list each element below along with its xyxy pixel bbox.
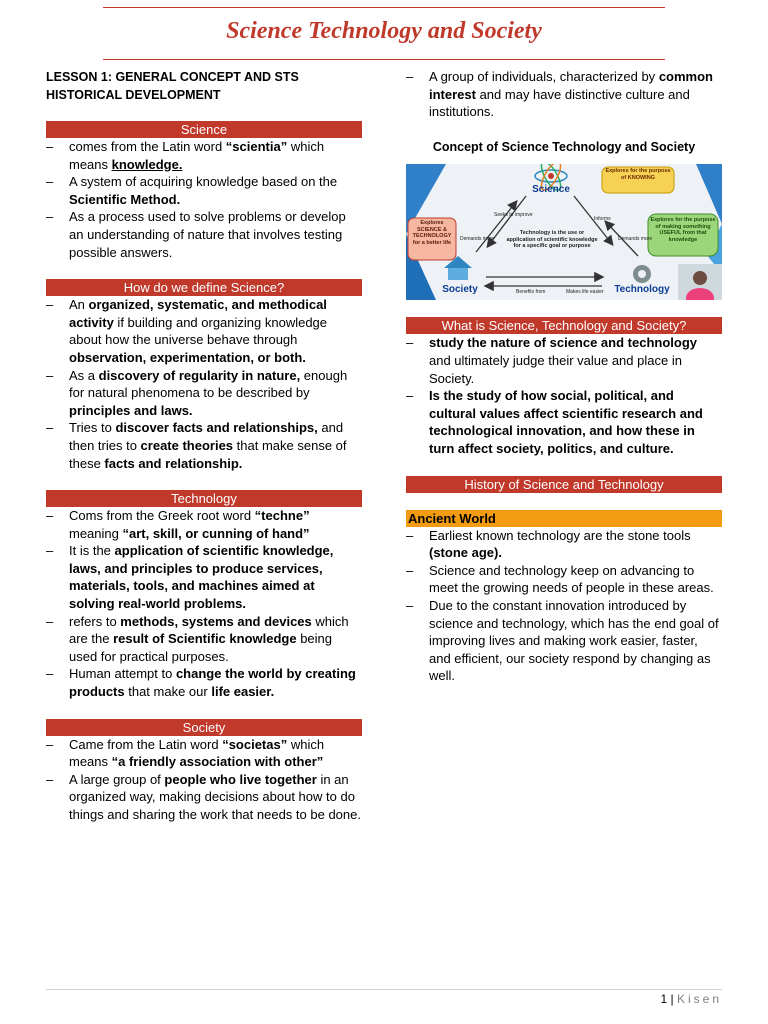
page-footer bbox=[660, 992, 722, 1006]
text: meaning bbox=[69, 525, 123, 541]
text: people who live together bbox=[164, 771, 317, 787]
text: which means bbox=[69, 736, 325, 770]
text: change the world by creating products bbox=[69, 666, 356, 700]
society-section bbox=[46, 719, 362, 824]
list-item bbox=[406, 597, 722, 685]
text: life easier. bbox=[211, 684, 275, 700]
science-header: Science bbox=[46, 121, 362, 138]
knowing-bubble-text-box bbox=[604, 168, 672, 194]
define-section bbox=[46, 279, 362, 472]
list-item bbox=[406, 68, 722, 121]
text: Due to the constant innovation introduced by science and technology, which has the end goal of improving lives and making work easier, faster, and efficient, our society respond by changing as well. bbox=[429, 597, 719, 684]
footer-rule bbox=[46, 989, 722, 990]
top-rule bbox=[103, 7, 665, 8]
better-life-bubble-text: Explores SCIENCE & TECHNOLOGY for a better life bbox=[412, 220, 452, 246]
list-item bbox=[406, 387, 722, 457]
demands-right-label: Demands more bbox=[618, 236, 653, 243]
define-header: How do we define Science? bbox=[46, 279, 362, 296]
technology-header: Technology bbox=[46, 490, 362, 507]
text: Scientific Method. bbox=[69, 191, 181, 207]
text: observation, experimentation, or both. bbox=[69, 349, 306, 365]
text: discovery of regularity in nature, bbox=[98, 367, 301, 383]
concept-title: Concept of Science Technology and Society bbox=[432, 139, 696, 154]
list-item bbox=[46, 208, 362, 261]
define-list bbox=[46, 296, 362, 472]
science-label: Science bbox=[532, 184, 570, 196]
list-item bbox=[46, 138, 362, 173]
text: and ultimately judge their value and place in Society. bbox=[429, 352, 682, 386]
right-column bbox=[406, 68, 722, 685]
history-header: History of Science and Technology bbox=[406, 476, 722, 493]
text: refers to bbox=[69, 613, 121, 629]
informs-label: Informs bbox=[594, 216, 611, 223]
presenter-photo-icon bbox=[678, 264, 722, 300]
list-item bbox=[406, 562, 722, 597]
footer-separator: | bbox=[667, 992, 677, 1006]
diagram-svg bbox=[406, 164, 722, 300]
gear-icon bbox=[633, 265, 651, 283]
text: common interest bbox=[429, 69, 713, 102]
text: Science and technology keep on advancing to meet the growing needs of people in these areas. bbox=[429, 562, 714, 596]
text: result of Scientific knowledge bbox=[113, 631, 297, 647]
technology-section bbox=[46, 490, 362, 701]
text: Human attempt to bbox=[69, 666, 176, 682]
sts-list bbox=[406, 334, 722, 457]
text: principles and laws. bbox=[69, 402, 193, 418]
text: A large group of bbox=[69, 771, 165, 787]
text: An bbox=[69, 297, 89, 313]
text: and then tries to bbox=[69, 420, 344, 453]
demands-left-label: Demands more bbox=[460, 236, 495, 243]
text: application of scientific knowledge, laws, and principles to produce services, materials, tools, and machines aimed at solving real-world problems. bbox=[69, 543, 334, 612]
sts-header: What is Science, Technology and Society? bbox=[406, 317, 722, 334]
text: Is the study of how social, political, and cultural values affect scientific research and technological innovation, and how these in turn affect society, politics, and culture. bbox=[429, 388, 703, 456]
text: facts and relationship. bbox=[104, 455, 243, 471]
society-continued-list bbox=[406, 68, 722, 121]
society-header: Society bbox=[46, 719, 362, 736]
text: knowledge. bbox=[111, 156, 183, 172]
useful-bubble-text: Explores for the purpose of making something USEFUL from that knowledge bbox=[650, 217, 716, 243]
benefits-label: Benefits from bbox=[516, 289, 546, 296]
text: “techne” bbox=[254, 508, 310, 524]
title-rule bbox=[103, 59, 665, 60]
text: in an organized way, making decisions about how to do things and sharing the work that needs to be done. bbox=[69, 771, 361, 822]
text: “societas” bbox=[222, 736, 288, 752]
left-column bbox=[46, 68, 362, 842]
text: create theories bbox=[140, 437, 234, 453]
list-item bbox=[406, 334, 722, 387]
text: A system of acquiring knowledge based on the bbox=[69, 174, 338, 190]
science-section bbox=[46, 121, 362, 261]
text: organized, systematic, and methodical activity bbox=[69, 297, 327, 330]
text: “a friendly association with other” bbox=[111, 754, 324, 770]
text: Came from the Latin word bbox=[69, 736, 223, 752]
text: “art, skill, or cunning of hand” bbox=[122, 525, 310, 541]
list-item bbox=[46, 665, 362, 700]
society-label: Society bbox=[442, 284, 478, 296]
makes-life-label: Makes life easier bbox=[566, 289, 604, 296]
lesson-title: LESSON 1: GENERAL CONCEPT AND STS HISTORICAL DEVELOPMENT bbox=[46, 70, 299, 102]
text: It is the bbox=[69, 543, 115, 559]
list-item bbox=[46, 367, 362, 420]
list-item bbox=[46, 771, 362, 824]
text: that make sense of these bbox=[69, 437, 347, 471]
text: As a bbox=[69, 367, 99, 383]
useful-bubble-text-box bbox=[650, 217, 716, 255]
text: Earliest known technology are the stone tools bbox=[429, 527, 691, 543]
footer-author: Kisen bbox=[676, 992, 722, 1006]
society-list bbox=[46, 736, 362, 824]
text: which means bbox=[69, 139, 325, 172]
text: Tries to bbox=[69, 420, 116, 436]
knowing-bubble-text: Explores for the purpose of KNOWING bbox=[605, 168, 671, 181]
list-item bbox=[46, 507, 362, 542]
text: enough for natural phenomena to be described by bbox=[69, 367, 348, 401]
technology-list bbox=[46, 507, 362, 701]
better-life-bubble-text-box bbox=[409, 220, 455, 260]
center-text: Technology is the use or application of scientific knowledge for a specific goal or purpose bbox=[506, 230, 598, 250]
text: methods, systems and devices bbox=[120, 613, 312, 629]
ancient-world-header: Ancient World bbox=[406, 510, 722, 527]
list-item bbox=[46, 542, 362, 612]
text: study the nature of science and technology bbox=[429, 335, 697, 351]
list-item bbox=[46, 296, 362, 366]
sts-section bbox=[406, 317, 722, 457]
list-item bbox=[46, 419, 362, 472]
text: A group of individuals, characterized by bbox=[429, 69, 659, 84]
text: being used for practical purposes. bbox=[69, 631, 332, 664]
page-number: 1 bbox=[660, 992, 668, 1006]
text: (stone age). bbox=[429, 545, 502, 561]
list-item bbox=[46, 173, 362, 208]
list-item bbox=[46, 736, 362, 771]
text: Coms from the Greek root word bbox=[69, 508, 255, 524]
center-text-box bbox=[506, 230, 598, 264]
sts-concept-diagram bbox=[406, 164, 722, 300]
list-item bbox=[406, 527, 722, 562]
text: discover facts and relationships, bbox=[115, 420, 318, 436]
text: As a process used to solve problems or develop an understanding of nature that involves testing possible answers. bbox=[69, 209, 346, 260]
technology-label: Technology bbox=[614, 284, 670, 296]
text: which are the bbox=[69, 613, 349, 647]
seeks-label: Seeks to improve bbox=[494, 212, 533, 219]
text: and may have distinctive culture and institutions. bbox=[429, 86, 690, 120]
text: “scientia” bbox=[225, 139, 288, 154]
history-list bbox=[406, 527, 722, 685]
page-title: Science Technology and Society bbox=[226, 18, 542, 44]
list-item bbox=[46, 613, 362, 666]
science-list bbox=[46, 138, 362, 261]
text: that make our bbox=[124, 684, 212, 700]
text: comes from the Latin word bbox=[69, 139, 226, 154]
text: if building and organizing knowledge about how the universe behave through bbox=[69, 314, 328, 348]
